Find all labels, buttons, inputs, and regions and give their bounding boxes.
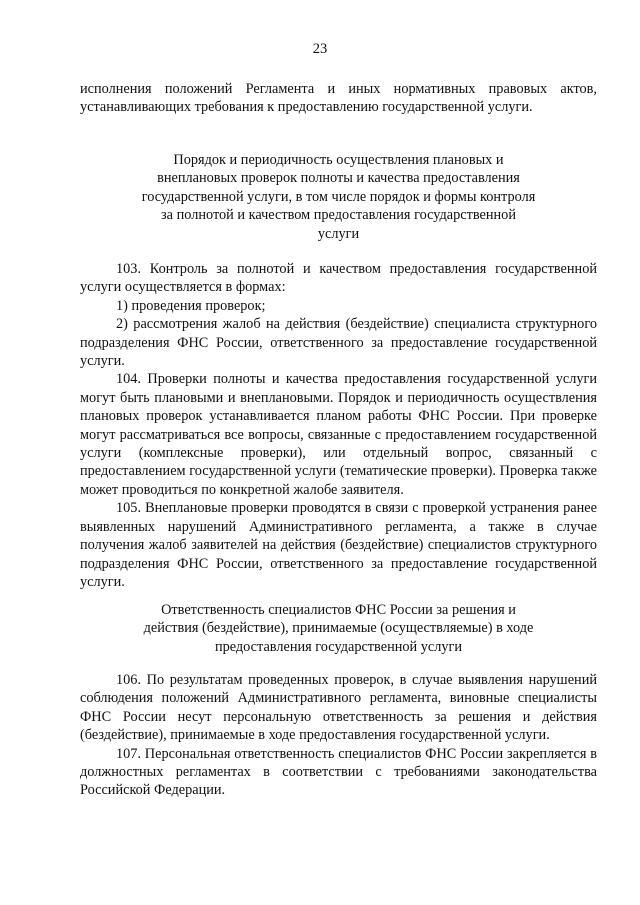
paragraph-104: 104. Проверки полноты и качества предоставления государственной услуги могут быть плановыми и внеплановыми. Порядок и периодичность осуществления плановых проверок устанавливается планом работы ФНС России. При проверке могут рассматриваться все вопросы, связанные с предоставлением государственной услуги (комплексные проверки), или отдельный вопрос, связанный с предоставлением государственной услуги (тематические проверки). Проверка также может проводиться по конкретной жалобе заявителя. — [80, 371, 597, 498]
section-heading-responsibility: Ответственность специалистов ФНС России за решения и действия (бездействие), принимаемые (осуществляемые) в ходе предоставления государственной услуги — [143, 602, 534, 655]
paragraph-106: 106. По результатам проведенных проверок, в случае выявления нарушений соблюдения положений Административного регламента, виновные специалисты ФНС России несут персональную ответственность за решения и действия (бездействие), принимаемые в ходе предоставления государственной услуги. — [80, 672, 597, 744]
page-number: 23 — [312, 41, 328, 57]
paragraph-103-item-2: 2) рассмотрения жалоб на действия (бездействие) специалиста структурного подразделения ФНС России, ответственного за предоставление государственной услуги. — [80, 316, 597, 370]
paragraph-105: 105. Внеплановые проверки проводятся в связи с проверкой устранения ранее выявленных нарушений Административного регламента, а также в случае получения жалоб заявителей на действия (бездействие) специалистов структурного подразделения ФНС России, ответственного за предоставление государственной услуги. — [80, 500, 597, 590]
paragraph-103: 103. Контроль за полнотой и качеством предоставления государственной услуги осуществляется в формах: — [80, 261, 597, 296]
intro-paragraph: исполнения положений Регламента и иных нормативных правовых актов, устанавливающих требования к предоставлению государственной услуги. — [80, 81, 597, 116]
paragraph-107: 107. Персональная ответственность специалистов ФНС России закрепляется в должностных регламентах в соответствии с требованиями законодательства Российской Федерации. — [80, 745, 597, 799]
section1-body — [80, 260, 597, 591]
section2-body — [80, 671, 597, 800]
intro-paragraph-block — [80, 80, 597, 117]
paragraph-103-item-1: 1) проведения проверок; — [116, 297, 266, 314]
section-heading-control: Порядок и периодичность осуществления плановых и внеплановых проверок полноты и качества предоставления государственной услуги, в том числе порядок и формы контроля за полнотой и качеством предоставления государственной услуги — [141, 152, 536, 242]
